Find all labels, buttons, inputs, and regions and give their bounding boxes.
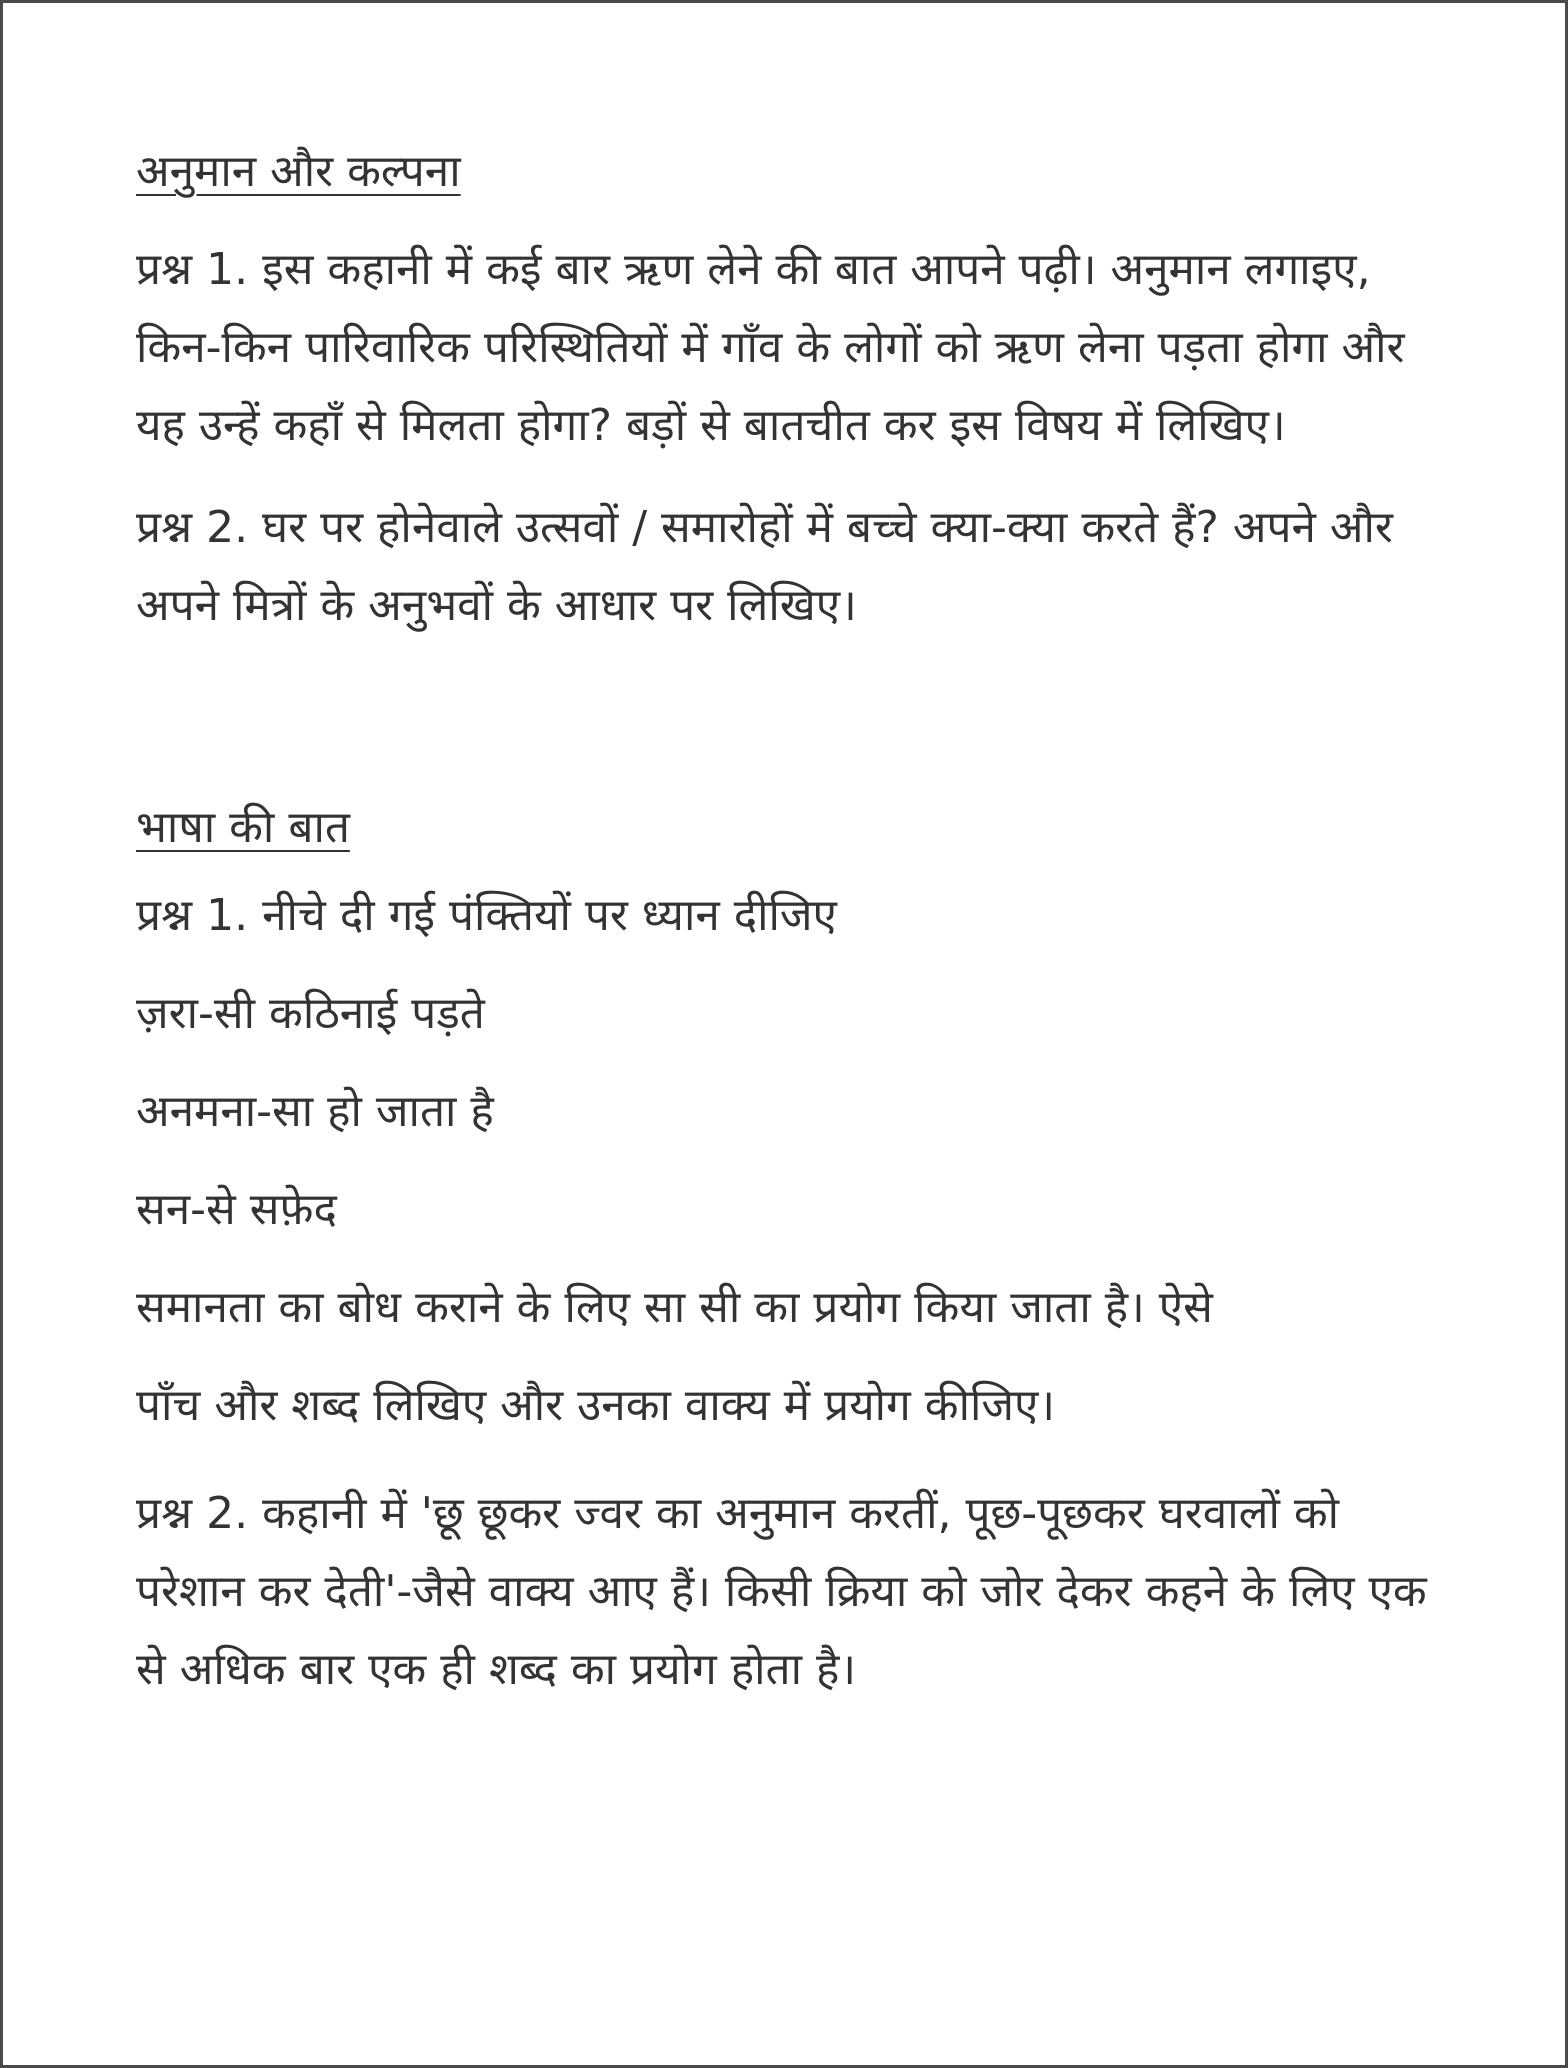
section-heading-anuman-kalpana: अनुमान और कल्पना	[136, 146, 461, 197]
question-1-bhasha: प्रश्न 1. नीचे दी गई पंक्तियों पर ध्यान दीजिए	[136, 890, 837, 941]
section-heading-bhasha-ki-baat: भाषा की बात	[136, 802, 350, 853]
example-line-2: अनमना-सा हो जाता है	[136, 1086, 494, 1137]
question-1-anuman: प्रश्न 1. इस कहानी में कई बार ऋण लेने की बात आपने पढ़ी। अनुमान लगाइए, किन-किन पारिवारिक परिस्थितियों में गाँव के लोगों को ऋण लेना पड़ता होगा और यह उन्हें कहाँ से मिलता होगा? बड़ों से बातचीत कर इस विषय में लिखिए।	[136, 244, 1405, 451]
document-content	[136, 143, 1436, 1733]
example-line-1: ज़रा-सी कठिनाई पड़ते	[136, 988, 485, 1039]
instruction-line-1: समानता का बोध कराने के लिए सा सी का प्रयोग किया जाता है। ऐसे	[136, 1282, 1213, 1333]
instruction-line-2: पाँच और शब्द लिखिए और उनका वाक्य में प्रयोग कीजिए।	[136, 1380, 1056, 1431]
question-2-bhasha: प्रश्न 2. कहानी में 'छू छूकर ज्वर का अनुमान करतीं, पूछ-पूछकर घरवालों को परेशान कर देती'-जैसे वाक्य आए हैं। किसी क्रिया को जोर देकर कहने के लिए एक से अधिक बार एक ही शब्द का प्रयोग होता है।	[136, 1488, 1427, 1695]
section-spacer	[136, 669, 1436, 799]
example-line-3: सन-से सफ़ेद	[136, 1184, 337, 1235]
question-2-anuman: प्रश्न 2. घर पर होनेवाले उत्सवों / समारोहों में बच्चे क्या-क्या करते हैं? अपने और अपने मित्रों के अनुभवों के आधार पर लिखिए।	[136, 502, 1393, 631]
